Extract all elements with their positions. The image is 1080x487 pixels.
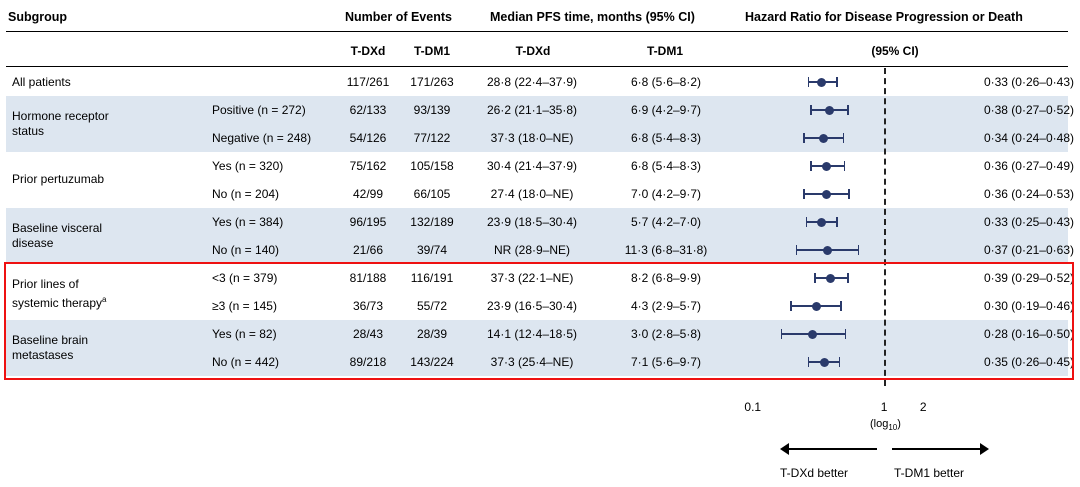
pfs-tdxd-cell: 14·1 (12·4–18·5) — [486, 327, 578, 341]
header-subgroup: Subgroup — [8, 10, 68, 24]
row-level-label: Positive (n = 272) — [212, 103, 306, 117]
ci-cap-lower — [803, 189, 805, 199]
axis-scale-label: $(\log_{10})$ — [870, 418, 901, 433]
pfs-tdxd-cell: 28·8 (22·4–37·9) — [486, 75, 578, 89]
forest-marker — [742, 348, 942, 376]
hazard-ratio-cell: 0·33 (0·25–0·43) — [983, 215, 1074, 229]
pfs-tdm1-cell: 5·7 (4·2–7·0) — [630, 215, 702, 229]
pfs-tdxd-cell: 27·4 (18·0–NE) — [490, 187, 574, 201]
ci-cap-lower — [796, 245, 798, 255]
events-tdxd-cell: 42/99 — [352, 187, 384, 201]
events-tdxd-cell: 117/261 — [346, 75, 390, 89]
header-pfs-tdxd: T-DXd — [515, 44, 551, 58]
hazard-ratio-cell: 0·34 (0·24–0·48) — [983, 131, 1074, 145]
header-median-pfs: Median PFS time, months (95% CI) — [490, 10, 695, 24]
pfs-tdxd-cell: 37·3 (22·1–NE) — [490, 271, 574, 285]
events-tdm1-cell: 28/39 — [416, 327, 448, 341]
events-tdm1-cell: 105/158 — [410, 159, 454, 173]
forest-marker — [742, 208, 942, 236]
pfs-tdxd-cell: 37·3 (25·4–NE) — [490, 355, 574, 369]
row-group-label: Baseline brain metastases — [12, 333, 89, 362]
ci-cap-upper — [845, 329, 847, 339]
pfs-tdm1-cell: 3·0 (2·8–5·8) — [630, 327, 702, 341]
right-arrow-line — [892, 448, 980, 450]
row-level-label: Yes (n = 384) — [212, 215, 284, 229]
ci-cap-lower — [808, 77, 810, 87]
events-tdm1-cell: 77/122 — [413, 131, 451, 145]
events-tdm1-cell: 55/72 — [416, 299, 448, 313]
ci-cap-lower — [810, 105, 812, 115]
ci-cap-upper — [847, 105, 849, 115]
forest-marker — [742, 292, 942, 320]
events-tdm1-cell: 116/191 — [410, 271, 454, 285]
forest-marker — [742, 96, 942, 124]
ci-cap-upper — [836, 77, 838, 87]
header-hazard-ratio: Hazard Ratio for Disease Progression or Death — [745, 10, 1023, 24]
events-tdm1-cell: 132/189 — [410, 215, 454, 229]
pfs-tdm1-cell: 4·3 (2·9–5·7) — [630, 299, 702, 313]
axis-tick-1: 1 — [880, 400, 888, 414]
ci-cap-upper — [840, 301, 842, 311]
events-tdm1-cell: 66/105 — [413, 187, 451, 201]
right-arrow-label: T-DM1 better — [894, 466, 965, 480]
ci-cap-lower — [810, 161, 812, 171]
pfs-tdxd-cell: 23·9 (16·5–30·4) — [486, 299, 578, 313]
hazard-ratio-cell: 0·39 (0·29–0·52) — [983, 271, 1074, 285]
pfs-tdxd-cell: 30·4 (21·4–37·9) — [486, 159, 578, 173]
ci-cap-upper — [839, 357, 841, 367]
ci-cap-upper — [847, 273, 849, 283]
row-level-label: No (n = 204) — [212, 187, 280, 201]
row-group-label: Prior lines of systemic therapy$^a$ — [12, 277, 107, 310]
forest-marker — [742, 124, 942, 152]
row-level-label: ≥3 (n = 145) — [212, 299, 277, 313]
events-tdxd-cell: 75/162 — [349, 159, 387, 173]
point-estimate-dot — [812, 302, 821, 311]
axis-tick-0: 0.1 — [744, 400, 762, 414]
ci-cap-upper — [836, 217, 838, 227]
header-ci: (95% CI) — [871, 44, 919, 58]
point-estimate-dot — [822, 162, 831, 171]
ci-cap-lower — [814, 273, 816, 283]
events-tdm1-cell: 171/263 — [410, 75, 454, 89]
row-group-label: Hormone receptor status — [12, 109, 109, 138]
pfs-tdm1-cell: 6·8 (5·4–8·3) — [630, 159, 702, 173]
pfs-tdxd-cell: 37·3 (18·0–NE) — [490, 131, 574, 145]
row-level-label: Yes (n = 320) — [212, 159, 284, 173]
left-arrow-label: T-DXd better — [780, 466, 849, 480]
ci-cap-upper — [843, 133, 845, 143]
header-rule-bottom — [6, 66, 1068, 67]
events-tdm1-cell: 39/74 — [416, 243, 448, 257]
pfs-tdm1-cell: 6·9 (4·2–9·7) — [630, 103, 702, 117]
axis-tick-2: 2 — [919, 400, 927, 414]
point-estimate-dot — [825, 106, 834, 115]
forest-plot-area — [742, 68, 942, 398]
pfs-tdm1-cell: 8·2 (6·8–9·9) — [630, 271, 702, 285]
hazard-ratio-cell: 0·38 (0·27–0·52) — [983, 103, 1074, 117]
row-level-label: No (n = 442) — [212, 355, 280, 369]
events-tdm1-cell: 93/139 — [413, 103, 451, 117]
row-level-label: Negative (n = 248) — [212, 131, 312, 145]
point-estimate-dot — [820, 358, 829, 367]
row-level-label: Yes (n = 82) — [212, 327, 277, 341]
events-tdxd-cell: 21/66 — [352, 243, 384, 257]
header-number-of-events: Number of Events — [345, 10, 452, 24]
hazard-ratio-cell: 0·36 (0·27–0·49) — [983, 159, 1074, 173]
ci-cap-lower — [806, 217, 808, 227]
point-estimate-dot — [823, 246, 832, 255]
events-tdxd-cell: 89/218 — [349, 355, 387, 369]
hazard-ratio-cell: 0·33 (0·26–0·43) — [983, 75, 1074, 89]
header-pfs-tdm1: T-DM1 — [647, 44, 683, 58]
point-estimate-dot — [817, 218, 826, 227]
hazard-ratio-cell: 0·36 (0·24–0·53) — [983, 187, 1074, 201]
ci-cap-lower — [803, 133, 805, 143]
row-group-label: Baseline visceral disease — [12, 221, 103, 250]
header-rule-top — [6, 31, 1068, 32]
row-group-label: Prior pertuzumab — [12, 172, 105, 186]
point-estimate-dot — [826, 274, 835, 283]
point-estimate-dot — [817, 78, 826, 87]
forest-marker — [742, 320, 942, 348]
row-group-label: All patients — [12, 75, 71, 89]
forest-marker — [742, 264, 942, 292]
left-arrow-line — [789, 448, 877, 450]
point-estimate-dot — [808, 330, 817, 339]
ci-cap-lower — [790, 301, 792, 311]
forest-marker — [742, 152, 942, 180]
ci-cap-lower — [808, 357, 810, 367]
hazard-ratio-cell: 0·30 (0·19–0·46) — [983, 299, 1074, 313]
events-tdxd-cell: 54/126 — [349, 131, 387, 145]
point-estimate-dot — [819, 134, 828, 143]
header-events-tdm1: T-DM1 — [414, 44, 450, 58]
ci-cap-upper — [844, 161, 846, 171]
direction-arrows — [742, 440, 1002, 484]
pfs-tdxd-cell: 26·2 (21·1–35·8) — [486, 103, 578, 117]
forest-marker — [742, 68, 942, 96]
left-arrow-head-icon — [780, 443, 789, 455]
ci-cap-upper — [848, 189, 850, 199]
pfs-tdxd-cell: 23·9 (18·5–30·4) — [486, 215, 578, 229]
pfs-tdm1-cell: 7·0 (4·2–9·7) — [630, 187, 702, 201]
pfs-tdm1-cell: 7·1 (5·6–9·7) — [630, 355, 702, 369]
row-level-label: No (n = 140) — [212, 243, 280, 257]
events-tdm1-cell: 143/224 — [410, 355, 454, 369]
pfs-tdm1-cell: 6·8 (5·4–8·3) — [630, 131, 702, 145]
row-level-label: <3 (n = 379) — [212, 271, 278, 285]
pfs-tdm1-cell: 6·8 (5·6–8·2) — [630, 75, 702, 89]
events-tdxd-cell: 81/188 — [349, 271, 387, 285]
pfs-tdm1-cell: 11·3 (6·8–31·8) — [624, 243, 708, 257]
header-events-tdxd: T-DXd — [350, 44, 386, 58]
forest-marker — [742, 180, 942, 208]
hazard-ratio-cell: 0·35 (0·26–0·45) — [983, 355, 1074, 369]
events-tdxd-cell: 36/73 — [352, 299, 384, 313]
forest-marker — [742, 236, 942, 264]
hazard-ratio-cell: 0·37 (0·21–0·63) — [983, 243, 1074, 257]
events-tdxd-cell: 62/133 — [349, 103, 387, 117]
point-estimate-dot — [822, 190, 831, 199]
pfs-tdxd-cell: NR (28·9–NE) — [493, 243, 571, 257]
ci-cap-lower — [781, 329, 783, 339]
events-tdxd-cell: 28/43 — [352, 327, 384, 341]
right-arrow-head-icon — [980, 443, 989, 455]
ci-cap-upper — [858, 245, 860, 255]
events-tdxd-cell: 96/195 — [349, 215, 387, 229]
hazard-ratio-cell: 0·28 (0·16–0·50) — [983, 327, 1074, 341]
